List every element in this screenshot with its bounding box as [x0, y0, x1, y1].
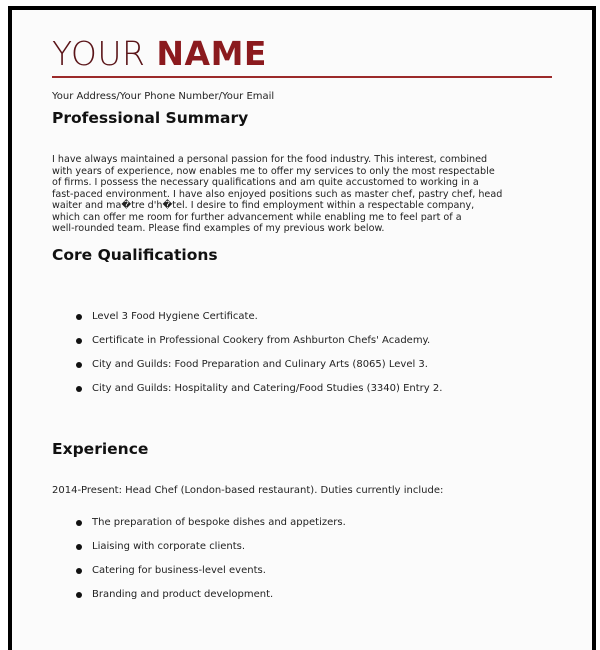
list-item: Catering for business-level events. — [76, 564, 346, 588]
summary-line: fast-paced environment. I have also enjoyed positions such as master chef, pastry chef, head — [52, 188, 503, 200]
experience-heading: Experience — [52, 440, 149, 458]
qualifications-list — [76, 310, 442, 406]
resume-page — [8, 6, 596, 650]
resume-name-heading — [52, 36, 267, 72]
summary-paragraph — [52, 154, 552, 235]
summary-line: which can offer me room for further advancement while enabling me to feel part of a — [52, 211, 462, 223]
summary-line: waiter and ma�tre d'h�tel. I desire to find employment within a respectable company, — [52, 200, 475, 211]
list-item: City and Guilds: Hospitality and Catering/Food Studies (3340) Entry 2. — [76, 382, 442, 406]
list-item: Level 3 Food Hygiene Certificate. — [76, 310, 442, 334]
bullet-icon — [76, 544, 82, 550]
list-item: Branding and product development. — [76, 588, 346, 612]
bullet-icon — [76, 592, 82, 598]
name-first: YOUR — [52, 34, 146, 73]
summary-line: I have always maintained a personal passion for the food industry. This interest, combined — [52, 154, 488, 165]
bullet-icon — [76, 338, 82, 344]
experience-role-line: 2014-Present: Head Chef (London-based restaurant). Duties currently include: — [52, 485, 444, 496]
summary-line: with years of experience, now enables me to offer my services to only the most respectable — [52, 165, 495, 177]
bullet-icon — [76, 568, 82, 574]
qualifications-heading: Core Qualifications — [52, 246, 218, 264]
bullet-icon — [76, 362, 82, 368]
list-item: City and Guilds: Food Preparation and Culinary Arts (8065) Level 3. — [76, 358, 442, 382]
header-divider — [52, 76, 552, 78]
bullet-icon — [76, 314, 82, 320]
list-item: The preparation of bespoke dishes and appetizers. — [76, 516, 346, 540]
list-item: Liaising with corporate clients. — [76, 540, 346, 564]
summary-line: well-rounded team. Please find examples of my previous work below. — [52, 223, 385, 234]
contact-line: Your Address/Your Phone Number/Your Email — [52, 91, 275, 102]
name-last: NAME — [156, 34, 267, 73]
bullet-icon — [76, 520, 82, 526]
summary-line: of firms. I possess the necessary qualifications and am quite accustomed to working in a — [52, 177, 479, 188]
bullet-icon — [76, 386, 82, 392]
summary-heading: Professional Summary — [52, 109, 249, 127]
list-item: Certificate in Professional Cookery from Ashburton Chefs' Academy. — [76, 334, 442, 358]
duties-list — [76, 516, 346, 612]
